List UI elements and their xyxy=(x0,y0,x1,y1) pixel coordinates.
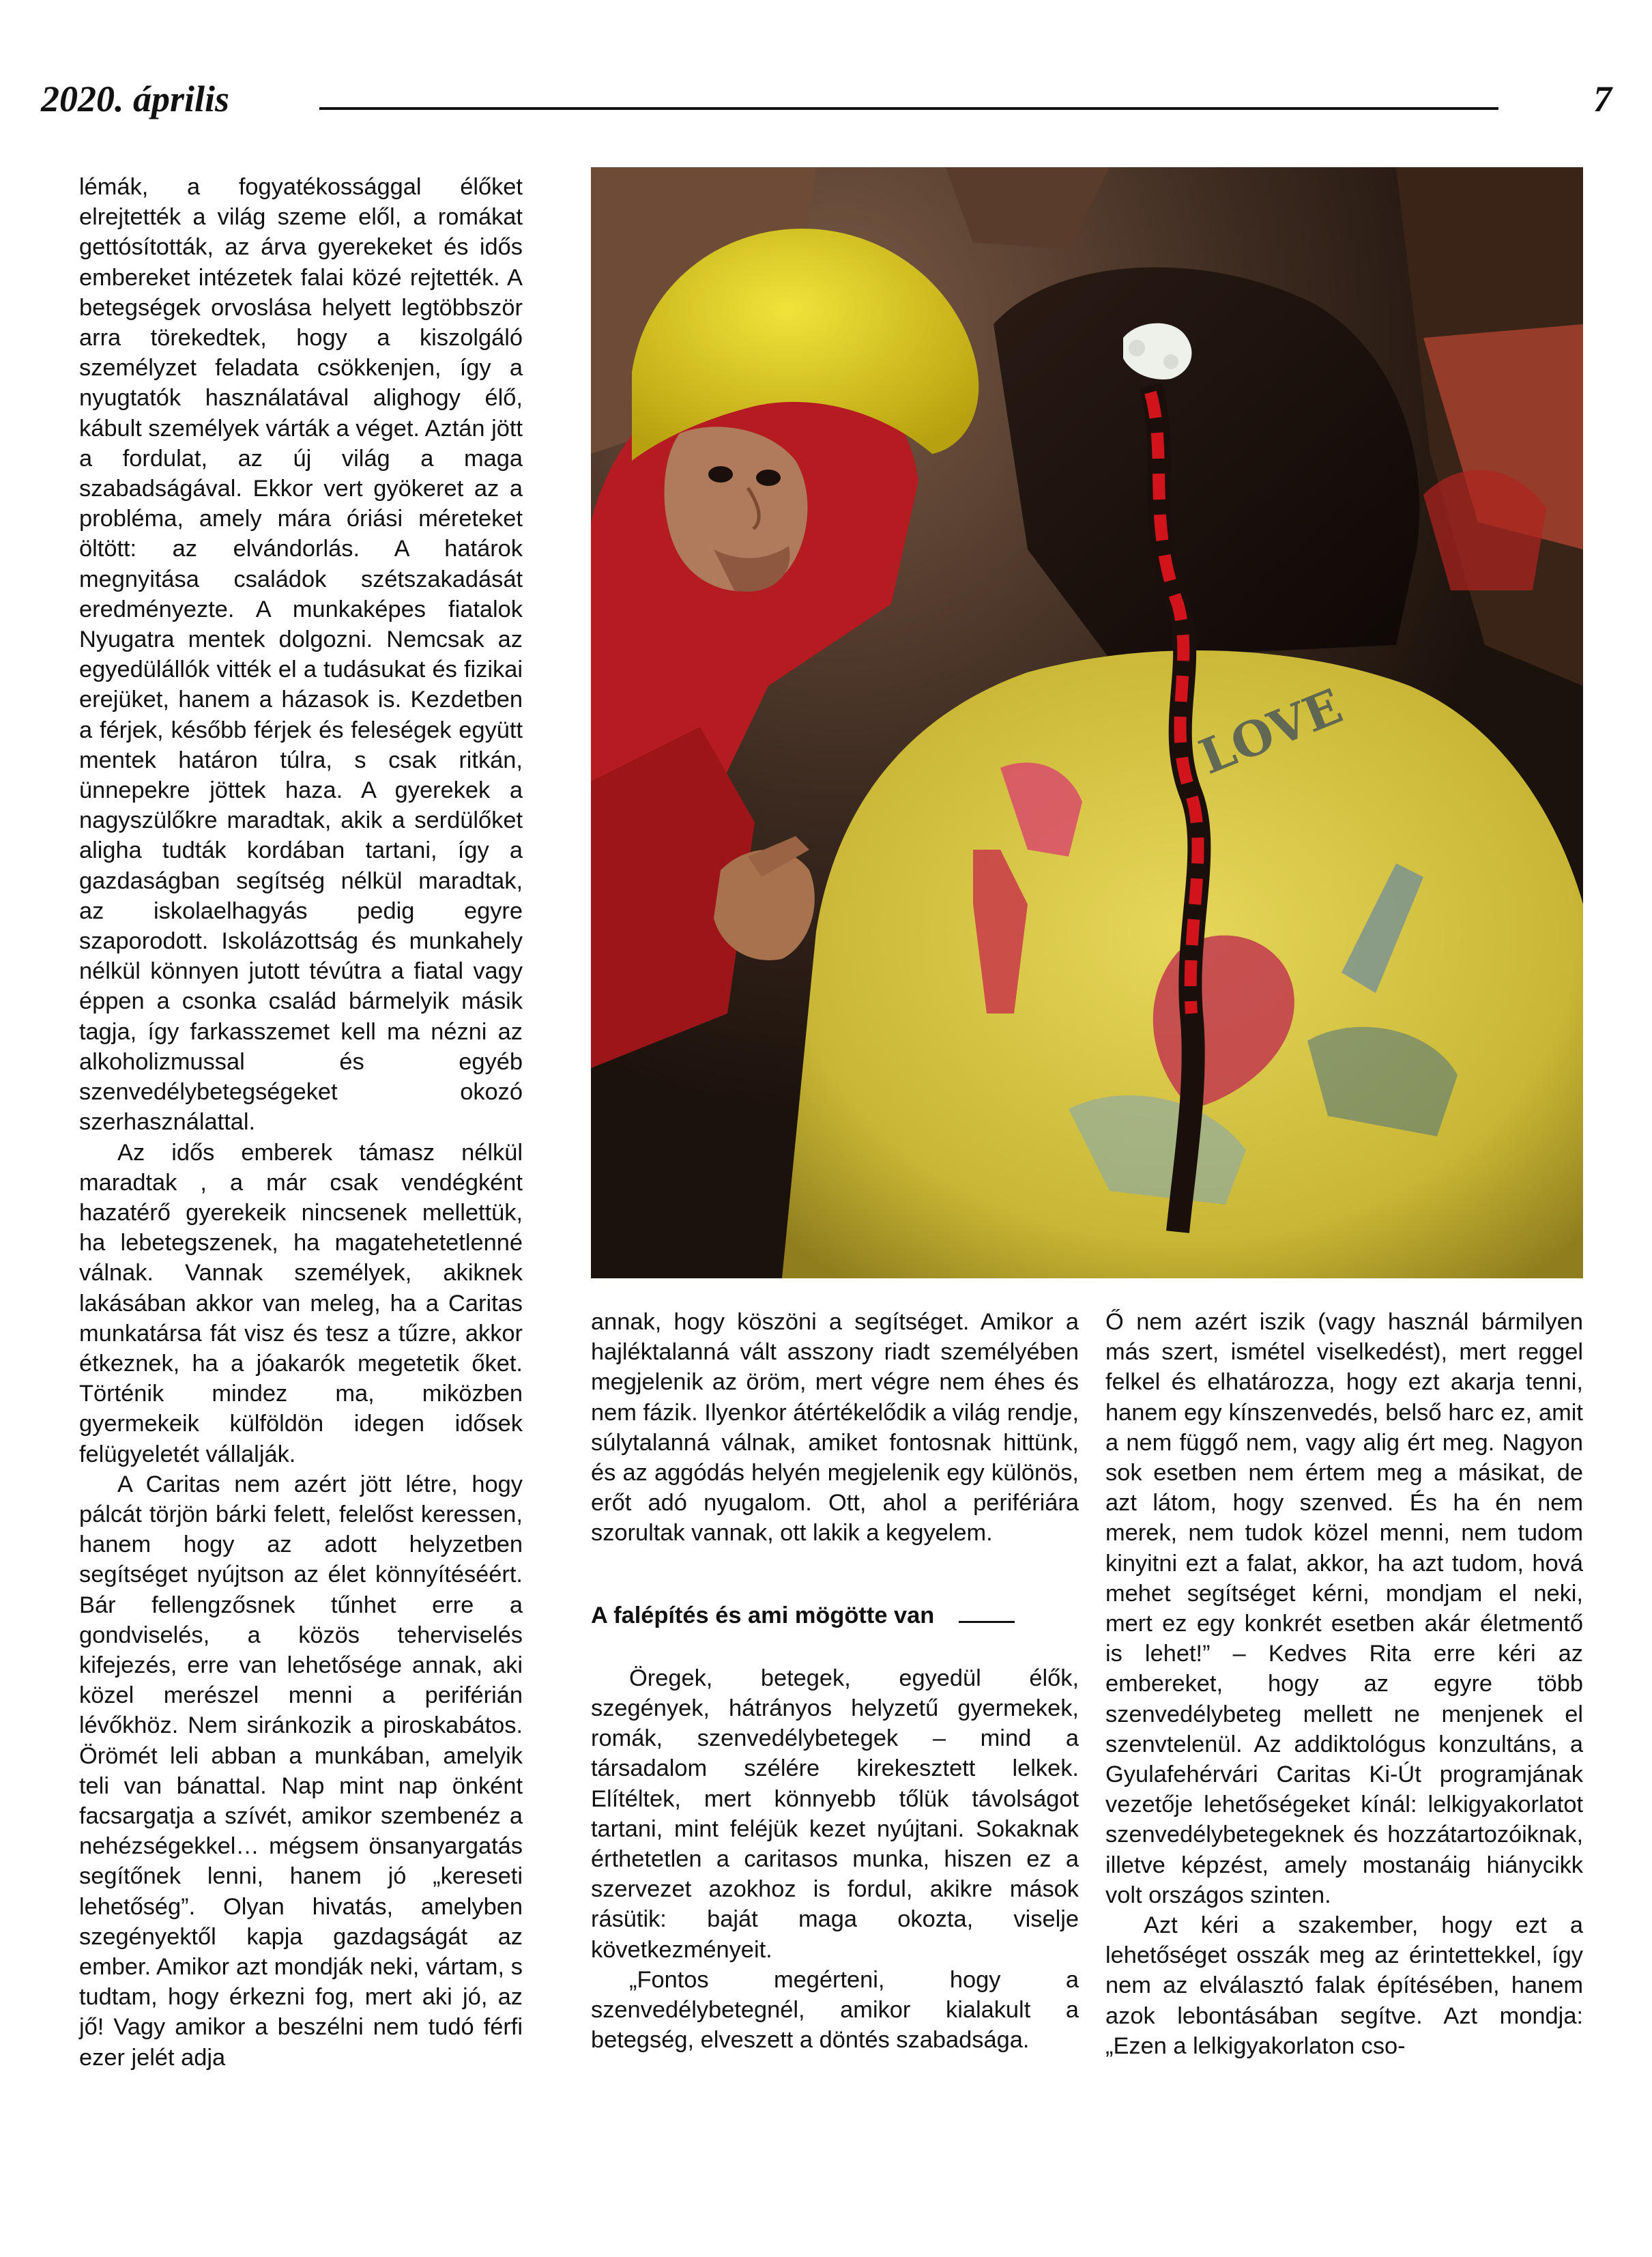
subheading-rule xyxy=(959,1621,1015,1623)
article-column-2 xyxy=(591,1307,1079,2055)
paragraph: annak, hogy köszöni a segítséget. Amikor a hajléktalanná vált asszony riadt személyében megjelenik az öröm, mert végre nem éhes és nem fázik. Ilyenkor átértékelődik a világ rendje, súlytalanná válnak, amiket fontosnak hittünk, és az aggódás helyén megjelenik egy különös, erőt adó nyugalom. Ott, ahol a perifériára szorultak vannak, ott lakik a kegyelem. xyxy=(591,1309,1079,1547)
tshirt-print-text: LOVE xyxy=(1191,677,1350,786)
paragraph: Ő nem azért iszik (vagy használ bármilyen más szert, ismétel viselkedést), mert reggel felkel és elhatározza, hogy ezt akarja tenni, hanem egy kínszenvedés, belső harc ez, amit a nem függő nem, vagy alig ért meg. Nagyon sok esetben nem értem meg a másikat, de azt látom, hogy szenved. És ha én nem merek, nem tudok közel menni, nem tudom kinyitni ezt a falat, akkor, ha azt tudom, hová mehet segítséget kérni, mondjam el neki, mert ez egy konkrét esetben akár életmentő is lehet!” – Kedves Rita erre kéri az embereket, hogy az egyre több szenvedélybeteg mellett ne menjenek el szenvtelenül. Az addiktológus konzultáns, a Gyulafehérvári Caritas Ki-Út programjának vezetője lehetőségeket kínál: lelkigyakorlatot szenvedélybetegeknek és hozzátartozóiknak, illetve képzést, amely mostanáig hiánycikk volt országos szinten. xyxy=(1105,1309,1583,1908)
page-number: 7 xyxy=(1593,78,1612,119)
paragraph: Öregek, betegek, egyedül élők, szegények, hátrányos helyzetű gyermekek, romák, szenvedélybetegek – mind a társadalom szélére kirekesztett lelkek. Elítéltek, mert könnyebb tőlük távolságot tartani, mint feléjük kezet nyújtani. Sokaknak érthetetlen a caritasos munka, hiszen ez a szervezet azokhoz is fordul, akikre mások rásütik: baját maga okozta, viselje következményeit. xyxy=(591,1665,1079,1963)
paragraph: Az idős emberek támasz nélkül maradtak , a már csak vendégként hazatérő gyerekeik nincsenek mellettük, ha lebetegszenek, ha magatehetetlenné válnak. Vannak személyek, akiknek lakásában akkor van meleg, ha a Caritas munkatársa fát visz és tesz a tűzre, akkor étkeznek, ha a jóakarók megetetik őket. Történik mindez ma, miközben gyermekeik külföldön idegen idősek felügyeletét vállalják. xyxy=(79,1139,523,1467)
paragraph: Azt kéri a szakember, hogy ezt a lehetőséget osszák meg az érintettekkel, így nem az elválasztó falak építésében, hanem azok lebontásában segítve. Azt mondja: „Ezen a lelkigyakorlaton cso- xyxy=(1105,1912,1583,2059)
paragraph: „Fontos megérteni, hogy a szenvedélybetegnél, amikor kialakult a betegség, elveszett a döntés szabadsága. xyxy=(591,1966,1079,2054)
article-column-1 xyxy=(79,172,523,2073)
page-header xyxy=(0,0,1652,164)
paragraph: lémák, a fogyatékossággal élőket elrejtették a világ szeme elől, a romákat gettósították, az árva gyerekeket és idős embereket intézetek falai közé rejtették. A betegségek orvoslása helyett legtöbbször arra törekedtek, hogy a kiszolgáló személyzet feladata csökkenjen, így a nyugtatók használatával alighogy élő, kábult személyek várták a véget. Aztán jött a fordulat, az új világ a maga szabadságával. Ekkor vert gyökeret az a probléma, amely mára óriási méreteket öltött: az elvándorlás. A határok megnyitása családok szétszakadását eredményezte. A munkaképes fiatalok Nyugatra mentek dolgozni. Nemcsak az egyedülállók vitték el a tudásukat és fizikai erejüket, hanem a házasok is. Kezdetben a férjek, később férjek és feleségek együtt mentek határon túlra, s csak ritkán, ünnepekre jöttek haza. A gyerekek a nagyszülőkre maradtak, akik a serdülőket aligha tudták kordában tartani, így a gazdaságban segítség nélkül maradtak, az iskolaelhagyás pedig egyre szaporodott. Iskolázottság és munkahely nélkül könnyen jutott tévútra a fiatal vagy éppen a csonka család bármelyik másik tagja, így farkasszemet kell ma nézni az alkoholizmussal és egyéb szenvedélybetegségeket okozó szerhasználattal. xyxy=(79,174,523,1136)
header-rule xyxy=(319,107,1498,110)
subheading-text: A falépítés és ami mögötte van xyxy=(591,1602,935,1628)
article-column-3 xyxy=(1105,1307,1583,2061)
paragraph: A Caritas nem azért jött létre, hogy pálcát törjön bárki felett, felelőst keressen, hanem hogy az adott helyzetben segítséget nyújtson az élet könnyítéséért. Bár fellengzősnek tűnhet erre a gondviselés, a közös teherviselés kifejezés, erre van lehetősége annak, aki közel merészel menni a periférián lévőkhöz. Nem siránkozik a piroskabátos. Örömét leli abban a munkában, amelyik teli van bánattal. Nap mint nap önként facsargatja a szívét, amikor szembenéz a nehézségekkel… mégsem önsanyargatás segítőnek lenni, hanem jó „kereseti lehetőség”. Olyan hivatás, amelyben szegényektől kapja gazdagságát az ember. Amikor azt mondják neki, vártam, s tudtam, hogy érkezni fog, mert aki jó, az jő! Vagy amikor a beszélni nem tudó férfi ezer jelét adja xyxy=(79,1471,523,2071)
photo-mother-and-child xyxy=(591,167,1583,1278)
section-subheading xyxy=(591,1600,1079,1630)
article-photo xyxy=(591,167,1583,1278)
issue-date: 2020. április xyxy=(41,78,230,119)
